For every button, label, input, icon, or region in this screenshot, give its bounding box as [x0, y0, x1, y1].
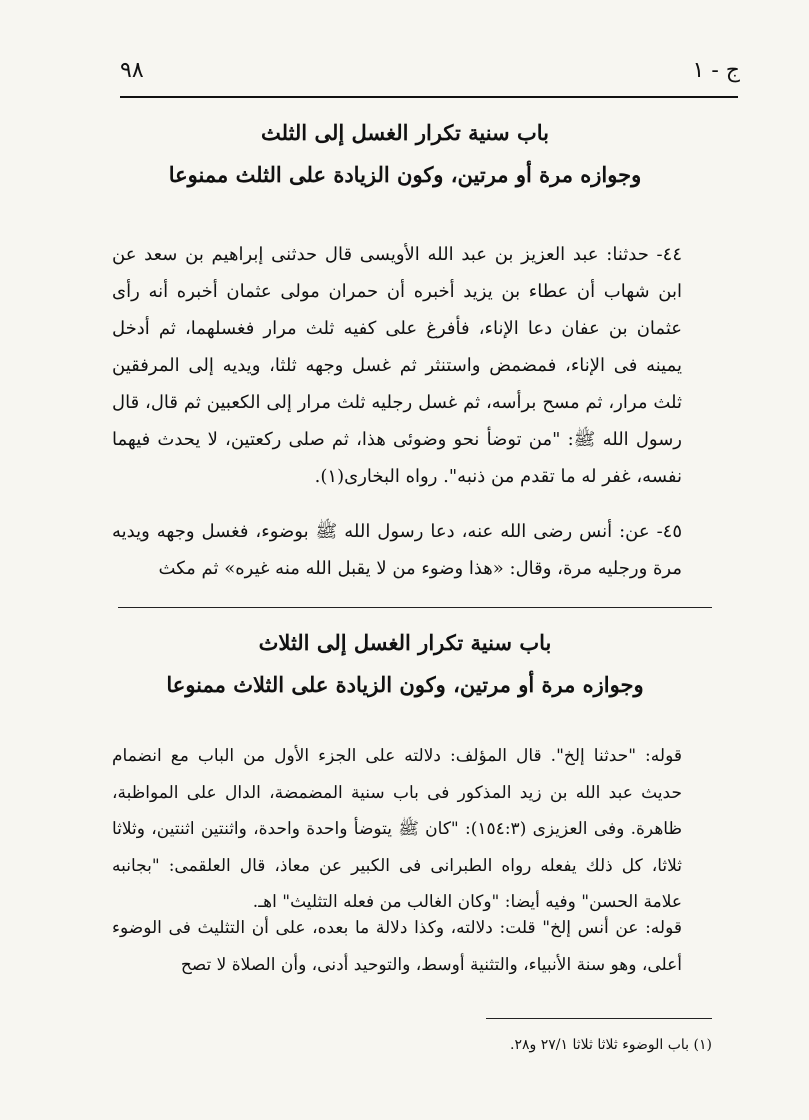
commentary-paragraph-2: [112, 910, 712, 983]
footnote-divider: [486, 1018, 712, 1019]
section2-title-line1: باب سنية تكرار الغسل إلى الثلاث: [258, 630, 552, 655]
commentary-paragraph-2-text: قوله: عن أنس إلخ" قلت: دلالته، وكذا دلالة ما بعده، على أن التثليث فى الوضوء أعلى، وهو سنة الأنبياء، والتثنية أوسط، والتوحيد أدنى، وأن الصلاة لا تصح: [112, 918, 682, 975]
footnote: (١) باب الوضوء ثلاثا ثلاثا ٢٧/١ و٢٨.: [510, 1037, 712, 1053]
text-commentary-divider: [118, 607, 712, 608]
hadith-44-text: ٤٤- حدثنا: عبد العزيز بن عبد الله الأويسى قال حدثنى إبراهيم بن سعد عن ابن شهاب أن عطاء بن يزيد أخبره أن حمران مولى عثمان أخبره أنه رأى عثمان بن عفان دعا الإناء، فأفرغ على كفيه ثلث مرار فغسلهما، ثم أدخل يمينه فى الإناء، فمضمض واستنثر ثم غسل وجهه ثلثا، ويديه إلى المرفقين ثلث مرار، ثم مسح برأسه، ثم غسل رجليه ثلث مرار إلى الكعبين ثم قال، قال رسول الله ﷺ: "من توضأ نحو وضوئى هذا، ثم صلى ركعتين، لا يحدث فيهما نفسه، غفر له ما تقدم من ذنبه". رواه البخارى(١).: [112, 244, 682, 487]
hadith-44: [112, 236, 712, 495]
page-number: ٩٨: [120, 58, 144, 83]
hadith-45: [112, 513, 712, 587]
section2-title-line2: وجوازه مرة أو مرتين، وكون الزيادة على الثلاث ممنوعا: [166, 672, 644, 697]
volume-label: ج - ١: [692, 58, 740, 83]
hadith-45-text: ٤٥- عن: أنس رضى الله عنه، دعا رسول الله ﷺ بوضوء، فغسل وجهه ويديه مرة ورجليه مرة، وقال: «هذا وضوء من لا يقبل الله منه غيره» ثم مكث: [112, 521, 682, 579]
header-divider: [120, 96, 738, 98]
commentary-paragraph-1: [112, 738, 712, 921]
commentary-paragraph-1-text: قوله: "حدثنا إلخ". قال المؤلف: دلالته على الجزء الأول من الباب مع انضمام حديث عبد الله بن زيد المذكور فى باب سنية المضمضة، الدال على المواظبة، ظاهرة. وفى العزيزى (١٥٤:٣): "كان ﷺ يتوضأ واحدة واحدة، واثنتين اثنتين، وثلاثا ثلاثا، كل ذلك يفعله رواه الطبرانى فى الكبير عن معاذ، قال العلقمى: "بجانبه علامة الحسن" وفيه أيضا: "وكان الغالب من فعله التثليث" اهـ.: [112, 746, 682, 912]
section1-title-line1: باب سنية تكرار الغسل إلى الثلث: [261, 120, 549, 145]
section1-title-line2: وجوازه مرة أو مرتين، وكون الزيادة على الثلث ممنوعا: [168, 162, 642, 187]
page-header: [120, 58, 740, 94]
